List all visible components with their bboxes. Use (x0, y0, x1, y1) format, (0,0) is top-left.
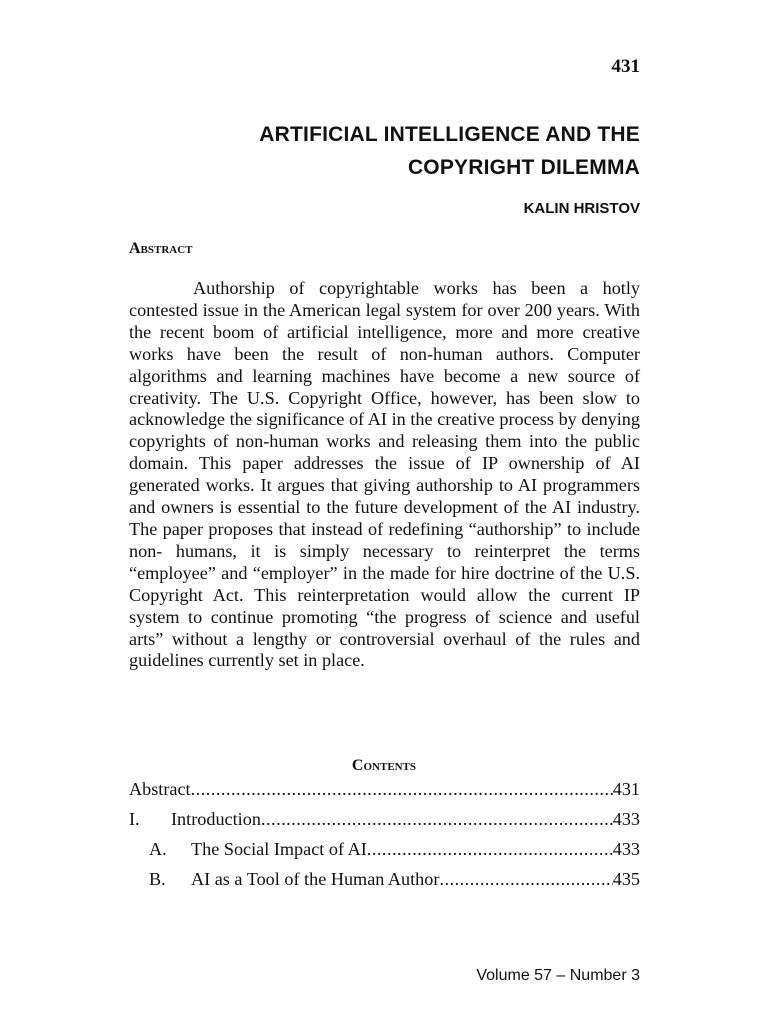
toc-leader-dots (261, 804, 613, 834)
toc-entry-number: I. (129, 809, 140, 829)
toc-entry-abstract[interactable] (129, 774, 640, 804)
toc-entry-page: 435 (612, 869, 640, 889)
toc-leader-dots (191, 774, 613, 804)
toc-entry-ai-as-tool[interactable] (129, 864, 640, 894)
abstract-body: Authorship of copyrightable works has been a hotly contested issue in the American legal system for over 200 years. With the recent boom of artificial intelligence, more and more creative works have been the result of non-human authors. Computer algorithms and learning machines have become a new source of creativity. The U.S. Copyright Office, however, has been slow to acknowledge the significance of AI in the creative process by denying copyrights of non-human works and releasing them into the public domain. This paper addresses the issue of IP ownership of AI generated works. It argues that giving authorship to AI programmers and owners is essential to the future development of the AI industry. The paper proposes that instead of redefining “authorship” to include non- humans, it is simply necessary to reinterpret the terms “employee” and “employer” in the made for hire doctrine of the U.S. Copyright Act. This reinterpretation would allow the current IP system to continue promoting “the progress of science and useful arts” without a lengthy or controversial overhaul of the rules and guidelines currently set in place. (129, 278, 640, 671)
contents-heading: Contents (351, 757, 417, 774)
article-title-line-1: ARTIFICIAL INTELLIGENCE AND THE (259, 123, 640, 146)
toc-entry-number: A. (149, 839, 167, 859)
toc-entry-page: 431 (612, 779, 640, 799)
abstract-heading: Abstract (129, 240, 193, 257)
volume-footer: Volume 57 – Number 3 (476, 967, 640, 984)
article-author: KALIN HRISTOV (523, 200, 640, 217)
toc-entry-label: Abstract (129, 779, 191, 799)
table-of-contents (129, 774, 640, 894)
toc-entry-social-impact[interactable] (129, 834, 640, 864)
toc-entry-introduction[interactable] (129, 804, 640, 834)
page-number: 431 (611, 56, 640, 77)
toc-leader-dots (367, 834, 613, 864)
article-title-line-2: COPYRIGHT DILEMMA (407, 156, 640, 179)
toc-entry-label: AI as a Tool of the Human Author (191, 869, 440, 889)
toc-entry-label: The Social Impact of AI (191, 839, 367, 859)
toc-entry-number: B. (149, 869, 166, 889)
article-title (170, 118, 640, 184)
toc-entry-page: 433 (612, 809, 640, 829)
toc-leader-dots (439, 864, 612, 894)
toc-entry-label: Introduction (171, 809, 261, 829)
toc-entry-page: 433 (612, 839, 640, 859)
